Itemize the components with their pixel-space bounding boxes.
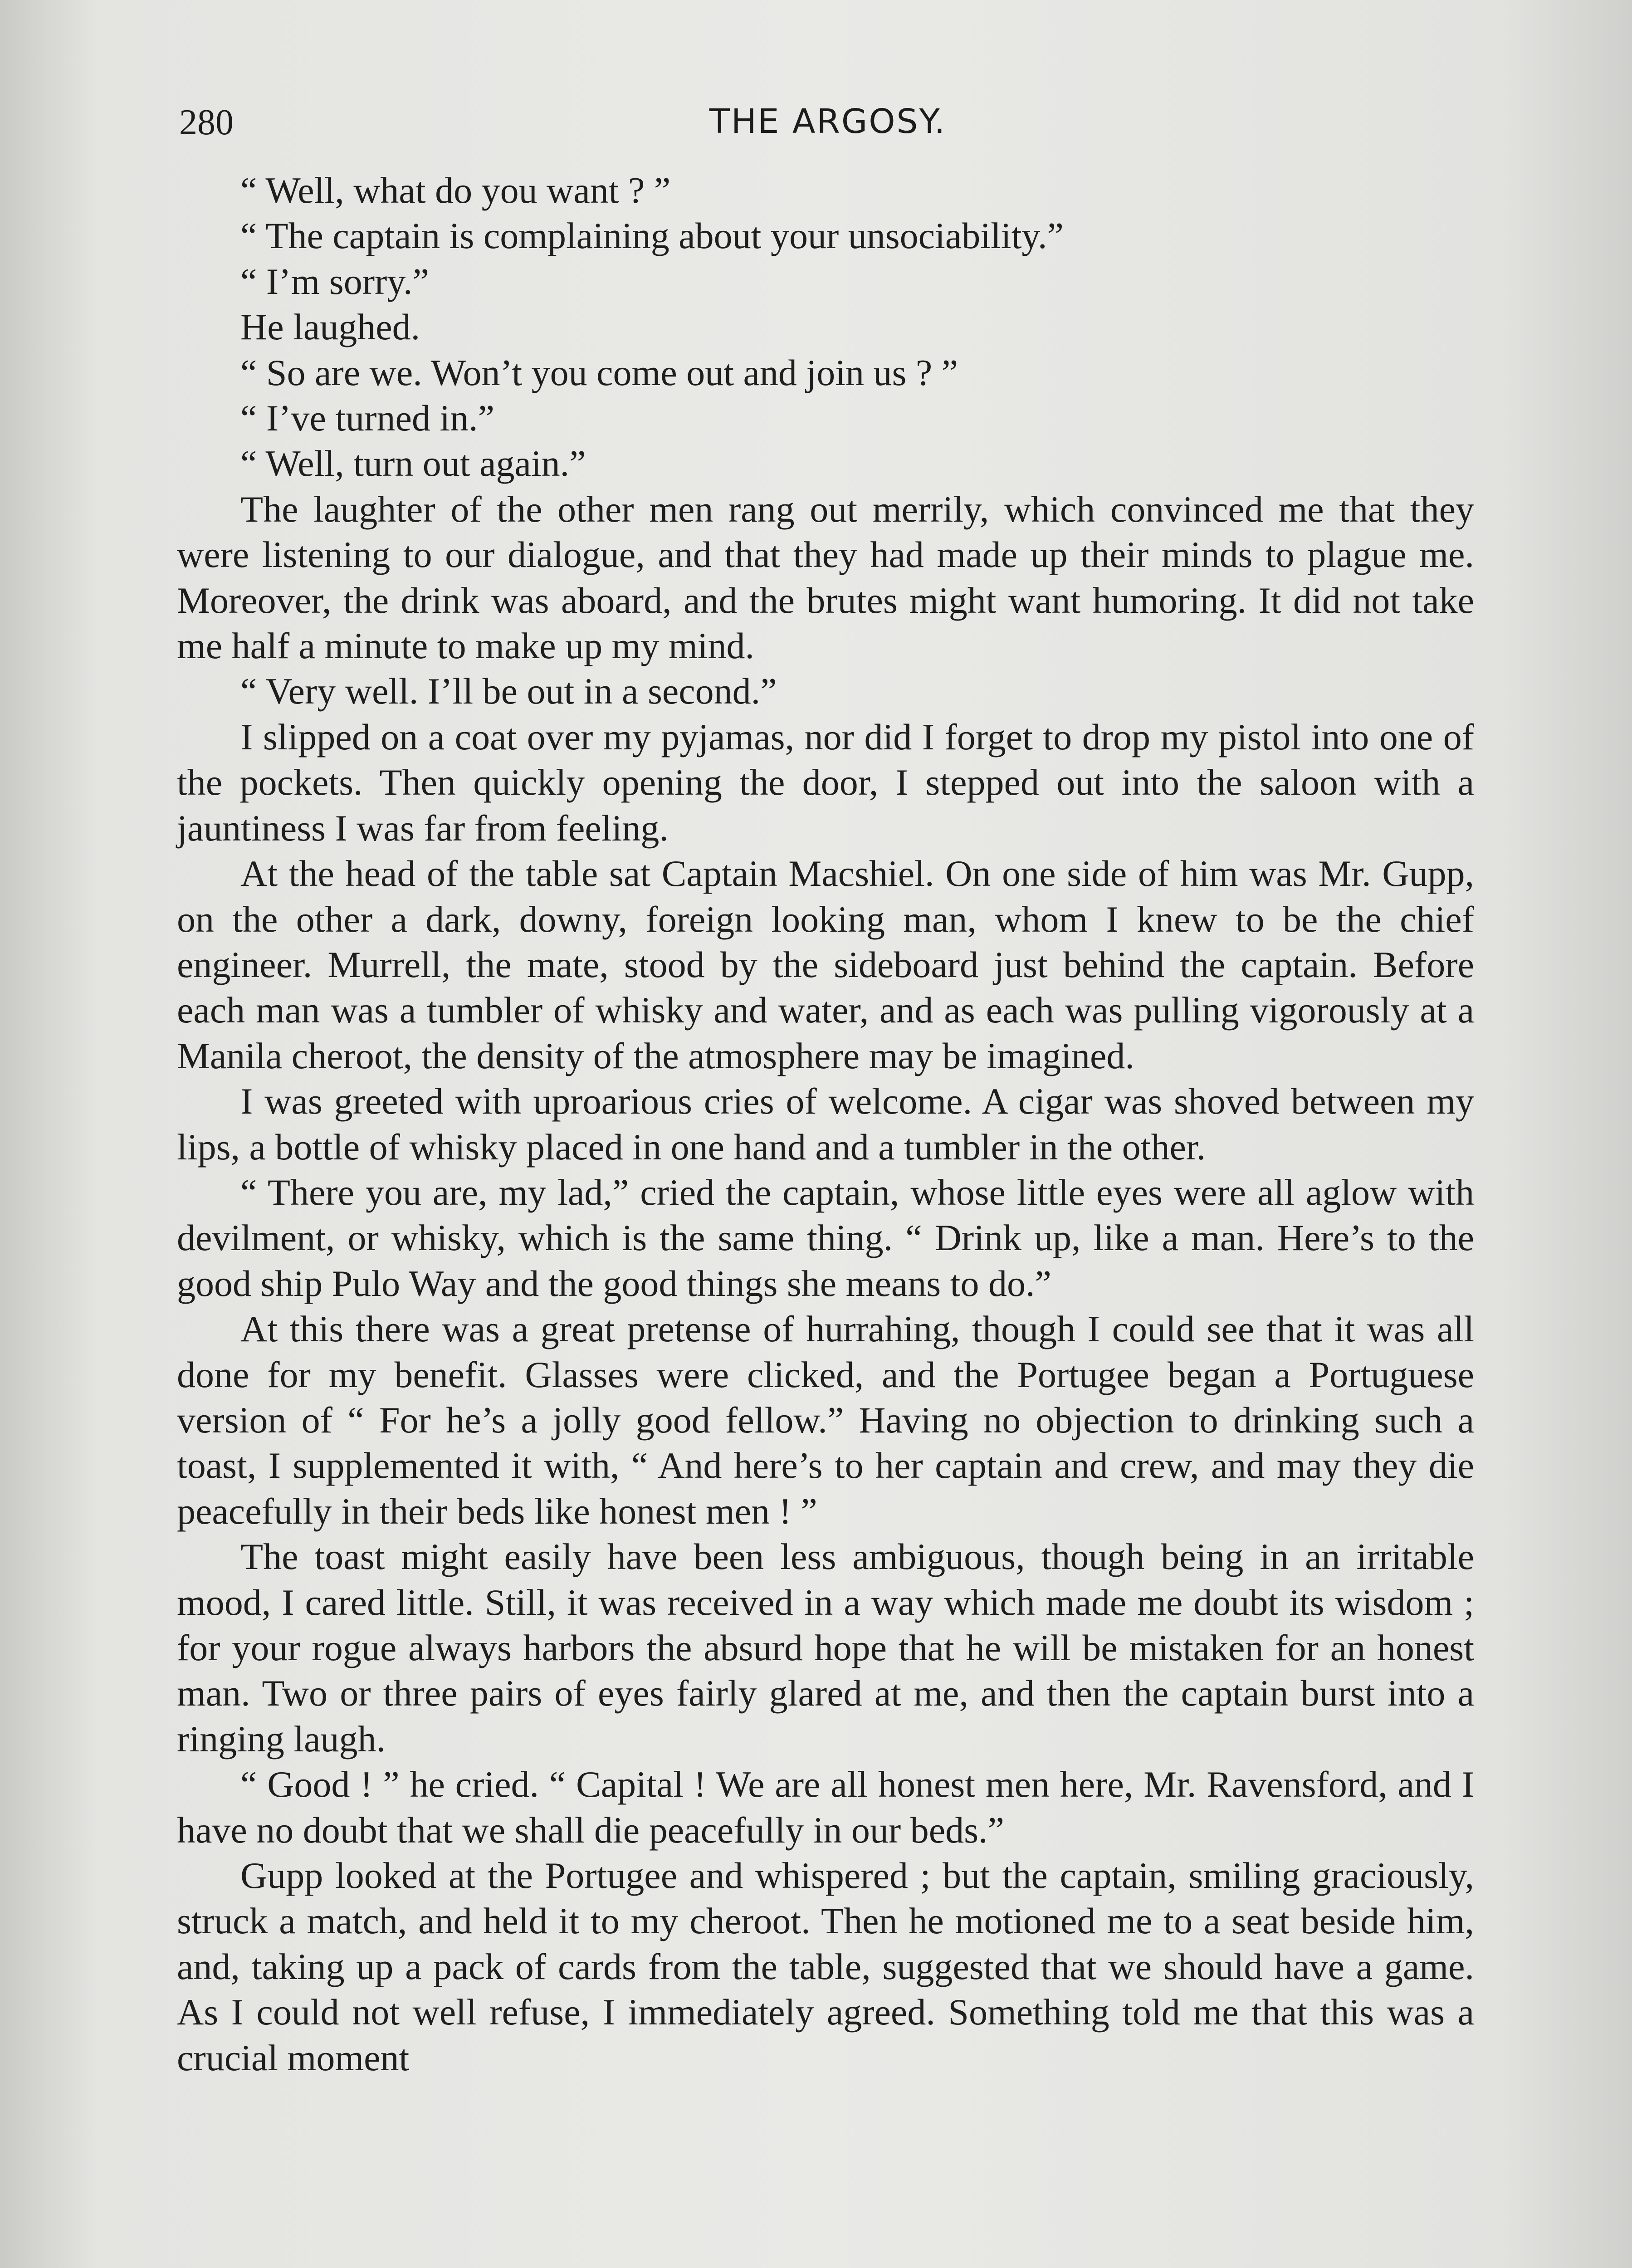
paragraph: “ Well, what do you want ? ”	[240, 170, 671, 211]
paragraph: “ There you are, my lad,” cried the captain, whose little eyes were all aglow with devilment, or whisky, which is the same thing. “ Drink up, like a man. Here’s to the good ship Pulo Way and the good things she means to do.”	[177, 1171, 1474, 1304]
page-number: 280	[179, 103, 234, 142]
paragraph: “ Very well. I’ll be out in a second.”	[240, 670, 777, 712]
paragraph: “ I’m sorry.”	[240, 260, 429, 302]
paragraph: He laughed.	[240, 306, 420, 348]
paragraph: The toast might easily have been less ambiguous, though being in an irritable mood, I cared little. Still, it was received in a way which made me doubt its wisdom ; for your rogue always harbors the absurd hope that he will be mistaken for an honest man. Two or three pairs of eyes fairly glared at me, and then the captain burst into a ringing laugh.	[177, 1536, 1474, 1760]
paragraph: “ I’ve turned in.”	[240, 397, 495, 439]
paragraph: The laughter of the other men rang out merrily, which convinced me that they were listening to our dialogue, and that they had made up their minds to plague me. Moreover, the drink was aboard, and the brutes might want humoring. It did not take me half a minute to make up my mind.	[177, 488, 1474, 667]
page-header	[179, 102, 1476, 156]
paragraph: “ Well, turn out again.”	[240, 443, 586, 484]
paragraph: I slipped on a coat over my pyjamas, nor did I forget to drop my pistol into one of the pockets. Then quickly opening the door, I stepped out into the saloon with a jauntiness I was far from feeling.	[177, 716, 1474, 849]
paragraph: At the head of the table sat Captain Macshiel. On one side of him was Mr. Gupp, on the other a dark, downy, foreign looking man, whom I knew to be the chief engineer. Murrell, the mate, stood by the sideboard just behind the captain. Before each man was a tumbler of whisky and water, and as each was pulling vigorously at a Manila cheroot, the density of the atmosphere may be imagined.	[177, 853, 1474, 1076]
article-body	[177, 168, 1474, 2081]
running-title: THE ARGOSY.	[709, 102, 947, 141]
paragraph: I was greeted with uproarious cries of welcome. A cigar was shoved between my lips, a bottle of whisky placed in one hand and a tumbler in the other.	[177, 1080, 1474, 1168]
paragraph: Gupp looked at the Portugee and whispered ; but the captain, smiling graciously, struck a match, and held it to my cheroot. Then he motioned me to a seat beside him, and, taking up a pack of cards from the table, suggested that we should have a game. As I could not well refuse, I immediately agreed. Something told me that this was a crucial moment	[177, 1855, 1474, 2078]
paragraph: “ The captain is complaining about your unsociability.”	[240, 215, 1064, 257]
paragraph: At this there was a great pretense of hurrahing, though I could see that it was all done for my benefit. Glasses were clicked, and the Portugee began a Portuguese version of “ For he’s a jolly good fellow.” Having no objection to drinking such a toast, I supplemented it with, “ And here’s to her captain and crew, and may they die peacefully in their beds like honest men ! ”	[177, 1308, 1474, 1532]
paragraph: “ Good ! ” he cried. “ Capital ! We are all honest men here, Mr. Ravensford, and I have no doubt that we shall die peacefully in our beds.”	[177, 1764, 1474, 1851]
paragraph: “ So are we. Won’t you come out and join us ? ”	[240, 352, 958, 393]
